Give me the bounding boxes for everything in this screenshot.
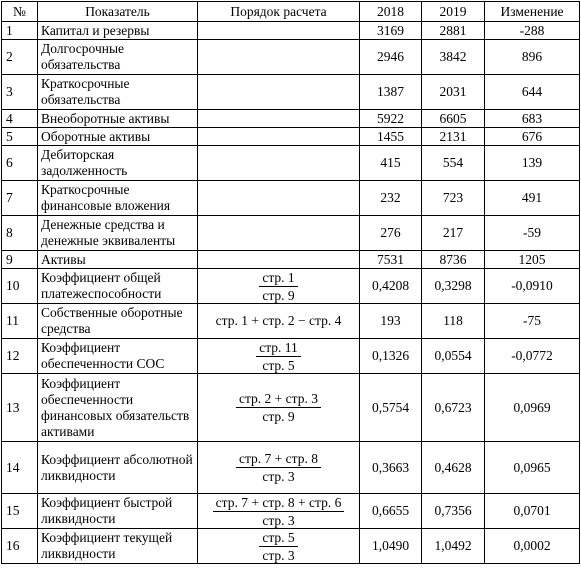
row-formula [198,75,360,110]
table-row [2,128,580,146]
row-num: 3 [2,75,38,110]
row-2018: 0,1326 [360,339,422,374]
formula-fraction [259,530,297,563]
row-num: 15 [2,494,38,529]
row-formula [198,40,360,75]
row-2019: 0,7356 [422,494,485,529]
row-name: Коэффициент обеспеченности финансовых обязательств активами [38,374,198,442]
row-2019: 0,0554 [422,339,485,374]
header-indicator: Показатель [38,2,198,22]
row-2019: 6605 [422,110,485,128]
fraction-denominator: стр. 3 [262,547,295,563]
row-num: 1 [2,22,38,40]
fraction-numerator: стр. 2 + стр. 3 [236,391,321,408]
fraction-numerator: стр. 1 [259,270,297,287]
row-formula [198,128,360,146]
table-row [2,304,580,339]
row-num: 9 [2,251,38,269]
row-change: -59 [485,216,580,251]
row-name: Капитал и резервы [38,22,198,40]
row-num: 12 [2,339,38,374]
row-num: 13 [2,374,38,442]
row-2019: 0,3298 [422,269,485,304]
row-change: 491 [485,181,580,216]
table-row [2,216,580,251]
row-change: 139 [485,146,580,181]
row-formula [198,269,360,304]
table-row [2,494,580,529]
row-name: Коэффициент текущей ликвидности [38,529,198,564]
table-row [2,339,580,374]
row-2018: 0,5754 [360,374,422,442]
header-2019: 2019 [422,2,485,22]
table-row [2,529,580,564]
row-2019: 3842 [422,40,485,75]
row-change: -75 [485,304,580,339]
table-row [2,251,580,269]
formula-fraction [213,495,345,528]
formula-fraction [236,451,321,484]
fraction-numerator: стр. 7 + стр. 8 + стр. 6 [213,495,345,512]
row-num: 8 [2,216,38,251]
row-num: 4 [2,110,38,128]
row-name: Коэффициент абсолютной ликвидности [38,442,198,494]
row-2019: 0,6723 [422,374,485,442]
row-change: -288 [485,22,580,40]
row-num: 10 [2,269,38,304]
row-2019: 554 [422,146,485,181]
row-num: 6 [2,146,38,181]
header-formula: Порядок расчета [198,2,360,22]
row-2018: 276 [360,216,422,251]
formula-fraction [259,270,297,303]
row-name: Денежные средства и денежные эквиваленты [38,216,198,251]
row-2019: 723 [422,181,485,216]
row-2018: 232 [360,181,422,216]
table-row [2,110,580,128]
row-2018: 1455 [360,128,422,146]
row-name: Внеоборотные активы [38,110,198,128]
fraction-numerator: стр. 7 + стр. 8 [236,451,321,468]
row-name: Активы [38,251,198,269]
fraction-denominator: стр. 3 [262,512,295,528]
formula-fraction [236,391,321,424]
row-name: Краткосрочные обязательства [38,75,198,110]
row-2018: 7531 [360,251,422,269]
formula-fraction [256,340,301,373]
table-row [2,442,580,494]
row-num: 5 [2,128,38,146]
row-2019: 0,4628 [422,442,485,494]
row-name: Собственные оборотные средства [38,304,198,339]
table-row [2,374,580,442]
row-2019: 2881 [422,22,485,40]
row-change: 0,0701 [485,494,580,529]
header-num: № [2,2,38,22]
row-2018: 3169 [360,22,422,40]
header-change: Изменение [485,2,580,22]
table-row [2,269,580,304]
row-change: 896 [485,40,580,75]
row-change: 0,0969 [485,374,580,442]
row-change: 683 [485,110,580,128]
row-num: 16 [2,529,38,564]
row-change: 0,0002 [485,529,580,564]
row-name: Долгосрочные обязательства [38,40,198,75]
row-2018: 415 [360,146,422,181]
row-formula [198,494,360,529]
row-name: Коэффициент быстрой ликвидности [38,494,198,529]
fraction-denominator: стр. 5 [262,357,295,373]
row-num: 11 [2,304,38,339]
row-2019: 118 [422,304,485,339]
row-num: 2 [2,40,38,75]
row-2019: 1,0492 [422,529,485,564]
row-change: -0,0910 [485,269,580,304]
row-name: Дебиторская задолженность [38,146,198,181]
row-2018: 1,0490 [360,529,422,564]
row-2018: 1387 [360,75,422,110]
row-change: 1205 [485,251,580,269]
row-formula [198,22,360,40]
table-row [2,40,580,75]
row-name: Оборотные активы [38,128,198,146]
row-2018: 2946 [360,40,422,75]
row-2019: 2031 [422,75,485,110]
row-formula [198,146,360,181]
header-2018: 2018 [360,2,422,22]
row-formula [198,110,360,128]
table-row [2,22,580,40]
row-2018: 0,6655 [360,494,422,529]
row-formula [198,339,360,374]
fraction-denominator: стр. 3 [262,469,295,484]
row-2019: 2131 [422,128,485,146]
row-formula [198,442,360,494]
row-name: Коэффициент общей платежеспособности [38,269,198,304]
financial-indicators-table [1,1,580,564]
row-2019: 217 [422,216,485,251]
row-change: 0,0965 [485,442,580,494]
table-row [2,146,580,181]
table-row [2,181,580,216]
fraction-numerator: стр. 11 [256,340,301,357]
row-2018: 0,3663 [360,442,422,494]
row-2018: 5922 [360,110,422,128]
row-name: Коэффициент обеспеченности СОС [38,339,198,374]
row-num: 7 [2,181,38,216]
row-name: Краткосрочные финансовые вложения [38,181,198,216]
row-formula [198,374,360,442]
row-formula: стр. 1 + стр. 2 − стр. 4 [198,304,360,339]
row-num: 14 [2,442,38,494]
fraction-denominator: стр. 9 [262,409,295,424]
row-2018: 193 [360,304,422,339]
row-2018: 0,4208 [360,269,422,304]
table-row [2,75,580,110]
row-formula [198,181,360,216]
row-change: 676 [485,128,580,146]
fraction-numerator: стр. 5 [259,530,297,547]
row-2019: 8736 [422,251,485,269]
row-formula [198,251,360,269]
row-change: -0,0772 [485,339,580,374]
row-formula [198,529,360,564]
row-formula [198,216,360,251]
fraction-denominator: стр. 9 [262,287,295,303]
row-change: 644 [485,75,580,110]
table-header-row [2,2,580,22]
